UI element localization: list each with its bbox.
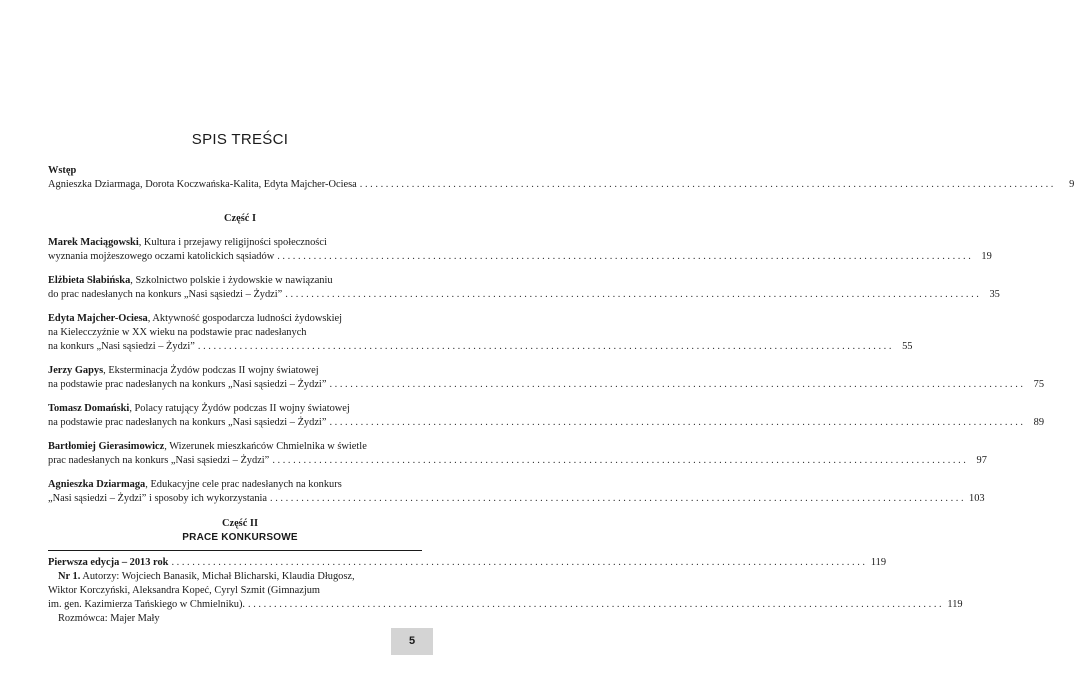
entry-page: 89	[1033, 417, 1045, 428]
toc-entry[interactable]	[48, 402, 1045, 430]
toc-entry[interactable]	[48, 312, 913, 354]
entry-title: , Kultura i przejawy religijności społeczności	[138, 237, 327, 248]
entry-author: Elżbieta Słabińska	[48, 275, 131, 286]
part-1-label: Część I	[223, 213, 257, 224]
item-page: 119	[947, 599, 963, 610]
entry-page: 55	[902, 341, 913, 352]
entry-title-cont: prac nadesłanych na konkurs „Nasi sąsiedzi – Żydzi”	[48, 455, 270, 466]
toc-entry[interactable]	[48, 274, 1000, 302]
intro-heading: Wstęp	[48, 165, 77, 176]
entry-title: , Eksterminacja Żydów podczas II wojny światowej	[103, 365, 319, 376]
entry-title-cont: do prac nadesłanych na konkurs „Nasi sąsiedzi – Żydzi”	[48, 289, 283, 300]
intro-page: 9	[1069, 179, 1074, 190]
entry-title: , Edukacyjne cele prac nadesłanych na konkurs	[145, 479, 342, 490]
item-line-4: Rozmówca: Majer Mały	[58, 613, 160, 624]
leader-dots	[360, 178, 1054, 192]
entry-title: , Wizerunek mieszkańców Chmielnika w świetle	[164, 441, 367, 452]
leader-dots	[272, 454, 966, 468]
entry-title-cont: na podstawie prac nadesłanych na konkurs „Nasi sąsiedzi – Żydzi”	[48, 379, 327, 390]
edition-title: Pierwsza edycja – 2013 rok	[48, 557, 169, 568]
leader-dots	[285, 288, 979, 302]
item-line-2: Wiktor Korczyński, Aleksandra Kopeć, Cyryl Szmit (Gimnazjum	[48, 585, 320, 596]
entry-author: Edyta Majcher-Ociesa	[48, 313, 148, 324]
entry-title-cont: na podstawie prac nadesłanych na konkurs „Nasi sąsiedzi – Żydzi”	[48, 417, 327, 428]
entry-author: Marek Maciągowski	[48, 237, 139, 248]
entry-page: 75	[1033, 379, 1045, 390]
leader-dots	[198, 340, 892, 354]
entry-author: Agnieszka Dziarmaga	[48, 479, 146, 490]
toc-entry[interactable]	[48, 440, 987, 468]
entry-title: , Szkolnictwo polskie i żydowskie w nawiązaniu	[130, 275, 333, 286]
entry-title-cont: na Kielecczyźnie w XX wieku na podstawie prac nadesłanych	[48, 327, 307, 338]
entry-page: 97	[976, 455, 987, 466]
entry-page: 35	[989, 289, 1000, 300]
item-line-3: im. gen. Kazimierza Tańskiego w Chmielniku).	[48, 599, 246, 610]
entry-title: , Aktywność gospodarcza ludności żydowskiej	[147, 313, 342, 324]
leader-dots	[270, 492, 964, 506]
page-title: SPIS TREŚCI	[191, 131, 289, 148]
leader-dots	[248, 598, 942, 612]
leader-dots	[329, 416, 1023, 430]
toc-edition[interactable]	[48, 556, 963, 626]
leader-dots	[329, 378, 1023, 392]
entry-title-cont: wyznania mojżeszowego oczami katolickich sąsiadów	[48, 251, 275, 262]
entry-author: Jerzy Gapys	[48, 365, 104, 376]
entry-title-cont: „Nasi sąsiedzi – Żydzi” i sposoby ich wykorzystania	[48, 493, 268, 504]
item-line-1: Autorzy: Wojciech Banasik, Michał Blicharski, Klaudia Długosz,	[80, 571, 355, 582]
intro-line	[48, 178, 1074, 192]
part-2-label: Część II	[221, 518, 259, 529]
intro-authors: Agnieszka Dziarmaga, Dorota Koczwańska-Kalita, Edyta Majcher-Ociesa	[48, 179, 357, 190]
entry-page: 103	[969, 493, 985, 504]
entry-author: Tomasz Domański	[48, 403, 130, 414]
edition-page: 119	[870, 557, 887, 568]
entry-page: 19	[981, 251, 992, 262]
entry-title-cont: na konkurs „Nasi sąsiedzi – Żydzi”	[48, 341, 195, 352]
entry-author: Bartłomiej Gierasimowicz	[48, 441, 165, 452]
toc-entry[interactable]	[48, 236, 992, 264]
toc-intro[interactable]	[48, 164, 1074, 192]
leader-dots	[277, 250, 971, 264]
part-2-sublabel: PRACE KONKURSOWE	[182, 532, 298, 543]
leader-dots	[171, 556, 865, 570]
page-number: 5	[391, 628, 433, 655]
entry-title: , Polacy ratujący Żydów podczas II wojny światowej	[129, 403, 350, 414]
item-number: Nr 1.	[58, 571, 81, 582]
toc-entry[interactable]	[48, 478, 985, 506]
divider	[48, 550, 422, 551]
toc-entry[interactable]	[48, 364, 1045, 392]
